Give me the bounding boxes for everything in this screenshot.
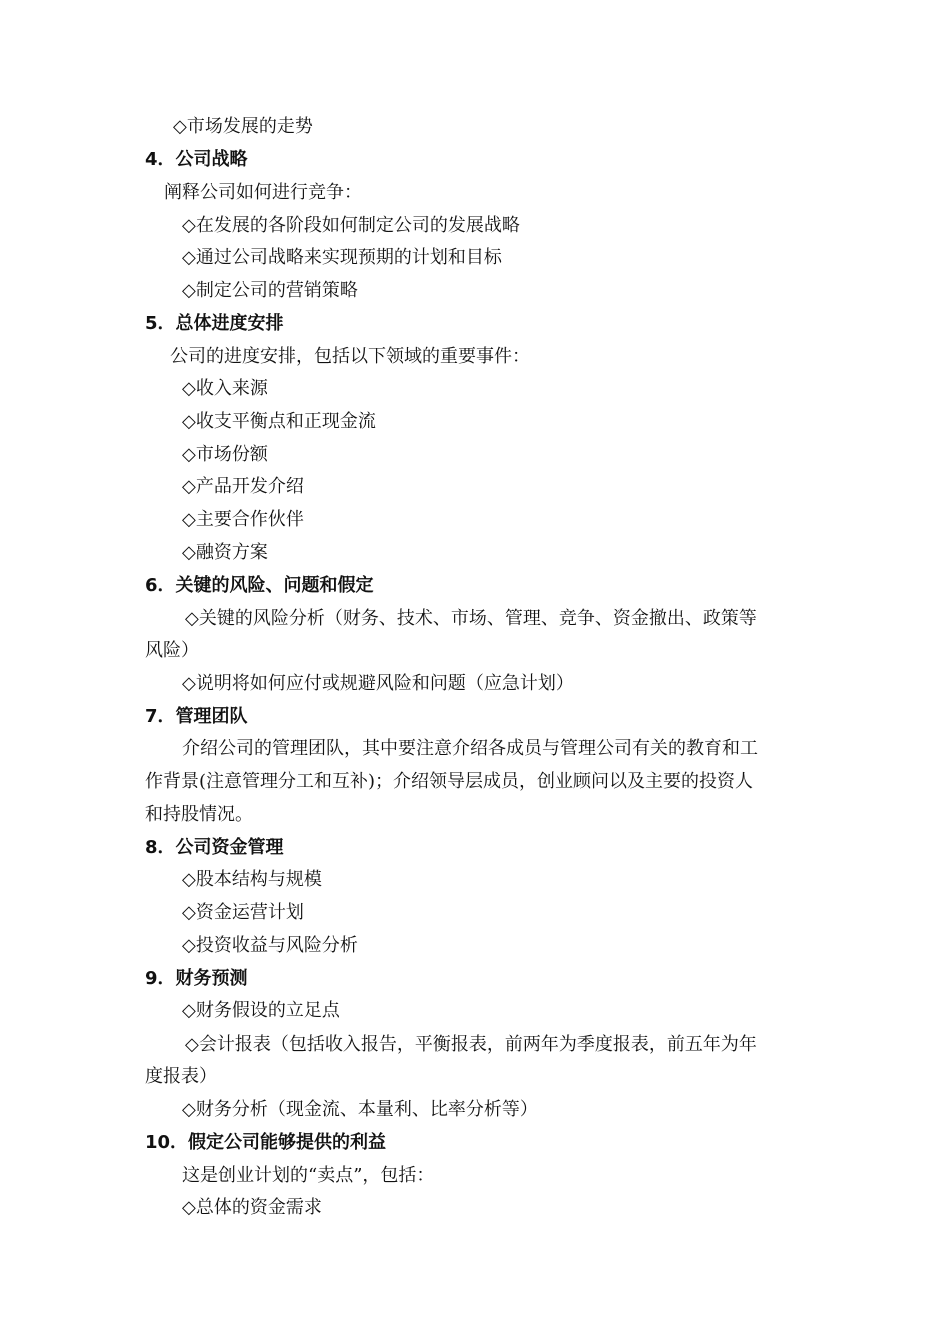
management-team-paragraph-line-3: 和持股情况。 [145,804,253,825]
section-heading-6: 6．关键的风险、问题和假定 [145,575,374,596]
section-5-intro: 公司的进度安排，包括以下领域的重要事件： [170,346,530,367]
bullet-financial-assumptions: ◇财务假设的立足点 [182,1000,340,1021]
bullet-market-share: ◇市场份额 [182,444,268,465]
section-4-intro: 阐释公司如何进行竞争： [164,182,362,203]
bullet-break-even: ◇收支平衡点和正现金流 [182,411,376,432]
bullet-financing-plan: ◇融资方案 [182,542,268,563]
bullet-contingency-plan: ◇说明将如何应付或规避风险和问题（应急计划） [182,673,574,694]
bullet-marketing-strategy: ◇制定公司的营销策略 [182,280,358,301]
management-team-paragraph-line-1: 介绍公司的管理团队，其中要注意介绍各成员与管理公司有关的教育和工 [182,738,758,759]
bullet-strategy-stages: ◇在发展的各阶段如何制定公司的发展战略 [182,215,520,236]
section-heading-5: 5．总体进度安排 [145,313,284,334]
bullet-equity-structure: ◇股本结构与规模 [182,869,322,890]
section-heading-4: 4．公司战略 [145,149,248,170]
bullet-key-partners: ◇主要合作伙伴 [182,509,304,530]
bullet-capital-operation: ◇资金运营计划 [182,902,304,923]
section-heading-7: 7．管理团队 [145,706,248,727]
section-10-intro: 这是创业计划的“卖点”，包括： [182,1165,435,1186]
bullet-market-trend: ◇市场发展的走势 [173,116,313,137]
bullet-accounting-reports: ◇会计报表（包括收入报告，平衡报表，前两年为季度报表，前五年为年 [185,1034,757,1055]
bullet-risk-analysis: ◇关键的风险分析（财务、技术、市场、管理、竞争、资金撤出、政策等 [185,608,757,629]
bullet-total-capital-needs: ◇总体的资金需求 [182,1197,322,1218]
bullet-risk-analysis-continued: 风险） [145,640,199,661]
bullet-revenue-source: ◇收入来源 [182,378,268,399]
bullet-investment-risk: ◇投资收益与风险分析 [182,935,358,956]
bullet-strategy-goals: ◇通过公司战略来实现预期的计划和目标 [182,247,502,268]
bullet-accounting-reports-continued: 度报表） [145,1066,217,1087]
section-heading-10: 10．假定公司能够提供的利益 [145,1132,387,1153]
bullet-product-development: ◇产品开发介绍 [182,476,304,497]
section-heading-9: 9．财务预测 [145,968,248,989]
bullet-financial-analysis: ◇财务分析（现金流、本量利、比率分析等） [182,1099,538,1120]
management-team-paragraph-line-2: 作背景(注意管理分工和互补)；介绍领导层成员，创业顾问以及主要的投资人 [145,771,754,792]
section-heading-8: 8．公司资金管理 [145,837,284,858]
